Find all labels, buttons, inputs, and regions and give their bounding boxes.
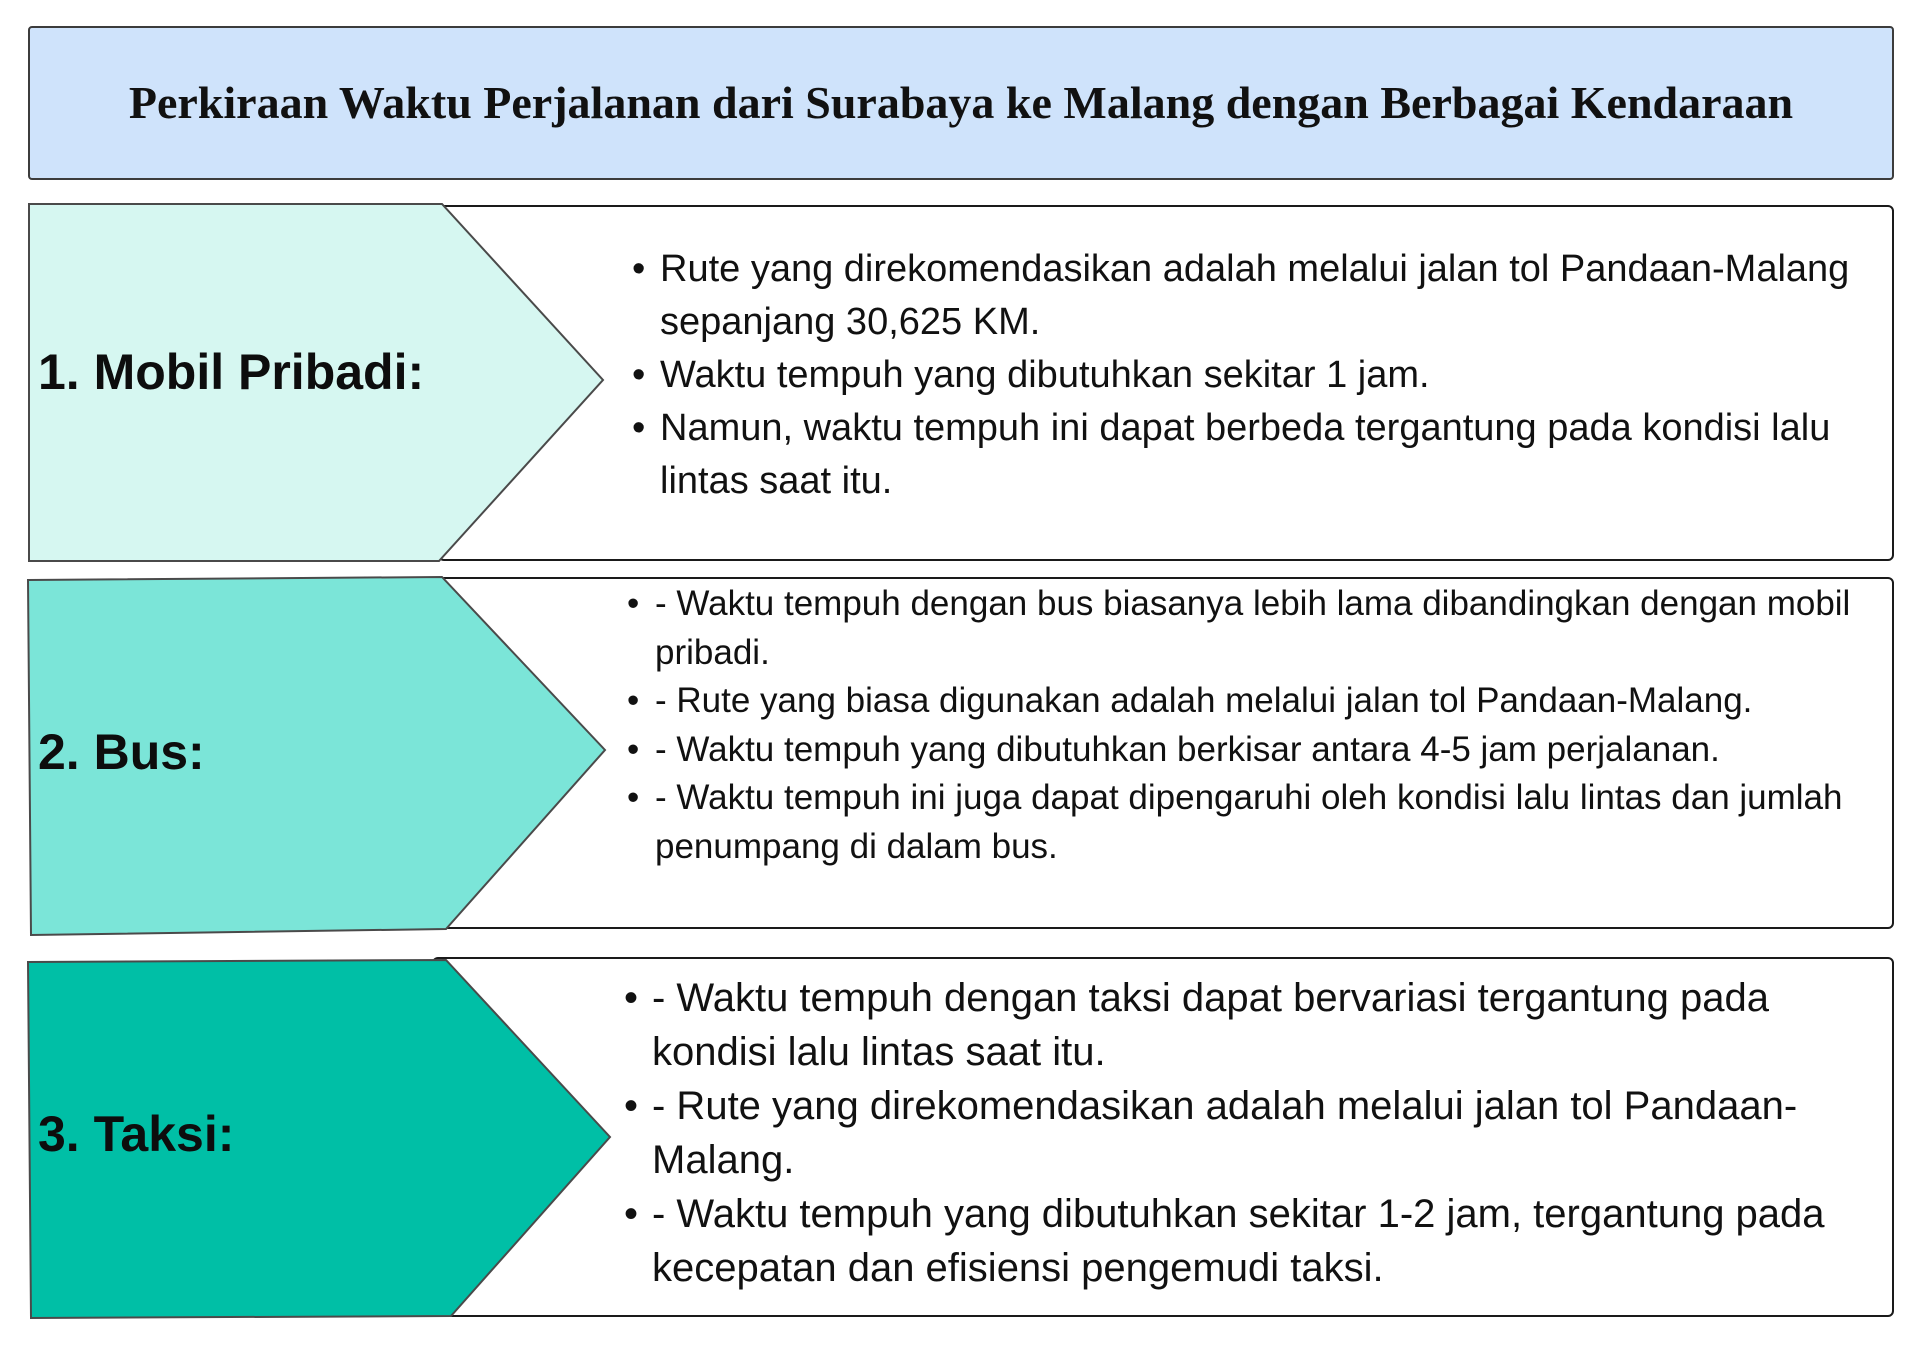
bullet-list-taksi [624, 971, 1886, 1295]
diagram-title: Perkiraan Waktu Perjalanan dari Surabaya ke Malang dengan Berbagai Kendaraan [128, 77, 1794, 128]
list-item: • Rute yang direkomendasikan adalah melalui jalan tol Pandaan-Malang sepanjang 30,625 KM. [632, 243, 1862, 349]
list-item: • - Waktu tempuh ini juga dapat dipengaruhi oleh kondisi lalu lintas dan jumlah penumpang di dalam bus. [627, 774, 1889, 871]
list-item: • Namun, waktu tempuh ini dapat berbeda tergantung pada kondisi lalu lintas saat itu. [632, 402, 1862, 508]
section-bus [0, 575, 1920, 937]
list-item: • - Rute yang biasa digunakan adalah melalui jalan tol Pandaan-Malang. [627, 677, 1889, 726]
section-label-bus: 2. Bus: [38, 724, 205, 780]
list-item: • Waktu tempuh yang dibutuhkan sekitar 1 jam. [632, 349, 1862, 402]
bullet-list-mobil-pribadi [632, 243, 1862, 508]
section-label-mobil-pribadi: 1. Mobil Pribadi: [38, 344, 425, 400]
list-item: • - Waktu tempuh yang dibutuhkan sekitar 1-2 jam, tergantung pada kecepatan dan efisiensi pengemudi taksi. [624, 1187, 1886, 1295]
section-label-taksi: 3. Taksi: [38, 1106, 235, 1162]
section-taksi [0, 955, 1920, 1321]
bullet-list-bus [627, 580, 1889, 871]
list-item: • - Waktu tempuh dengan taksi dapat bervariasi tergantung pada kondisi lalu lintas saat itu. [624, 971, 1886, 1079]
list-item: • - Waktu tempuh yang dibutuhkan berkisar antara 4-5 jam perjalanan. [627, 726, 1889, 775]
list-item: • - Waktu tempuh dengan bus biasanya lebih lama dibandingkan dengan mobil pribadi. [627, 580, 1889, 677]
title-box [28, 26, 1894, 180]
list-item: • - Rute yang direkomendasikan adalah melalui jalan tol Pandaan-Malang. [624, 1079, 1886, 1187]
section-mobil-pribadi [0, 203, 1920, 563]
